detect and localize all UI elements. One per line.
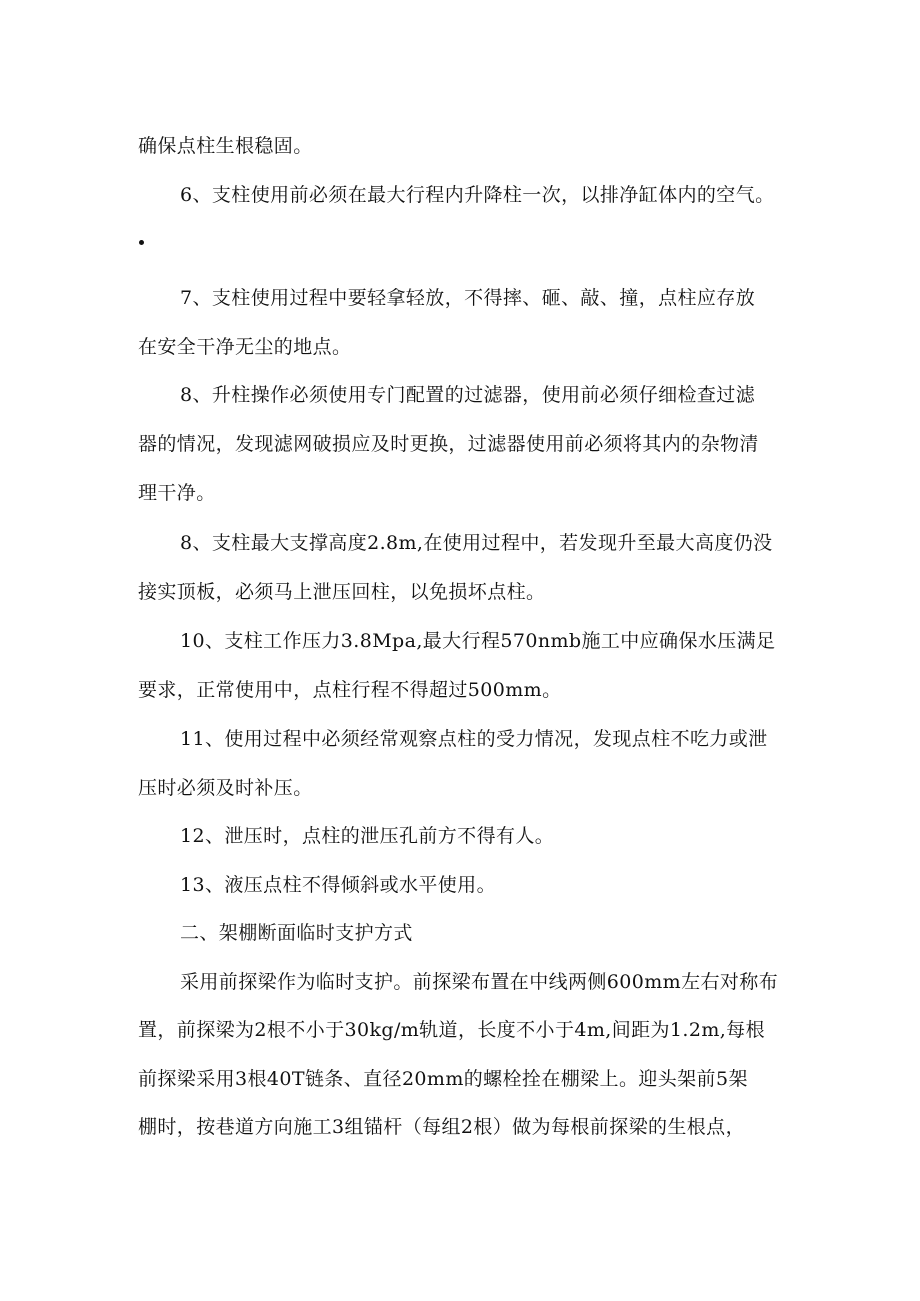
text-line-18: 采用前探梁作为临时支护。前探梁布置在中线两侧600mm左右对称布 bbox=[180, 971, 779, 993]
text-line-20: 前探梁采用3根40T链条、直径20mm的螺栓拴在棚梁上。迎头架前5架 bbox=[138, 1068, 748, 1090]
text-line-14: 压时必须及时补压。 bbox=[138, 777, 313, 799]
text-line-15: 12、泄压时，点柱的泄压孔前方不得有人。 bbox=[180, 825, 555, 847]
text-line-13: 11、使用过程中必须经常观察点柱的受力情况，发现点柱不吃力或泄 bbox=[180, 728, 768, 750]
text-line-8: 理干净。 bbox=[138, 482, 216, 504]
bullet-mark bbox=[139, 240, 144, 245]
section-heading: 二、架棚断面临时支护方式 bbox=[180, 922, 413, 944]
text-line-4: 7、支柱使用过程中要轻拿轻放，不得摔、砸、敲、撞，点柱应存放 bbox=[180, 287, 756, 309]
text-line-16: 13、液压点柱不得倾斜或水平使用。 bbox=[180, 874, 496, 896]
text-line-1: 确保点柱生根稳固。 bbox=[138, 135, 313, 157]
text-line-21: 棚时，按巷道方向施工3组锚杆（每组2根）做为每根前探梁的生根点， bbox=[138, 1116, 745, 1138]
text-line-19: 置，前探梁为2根不小于30kg/m轨道，长度不小于4m,间距为1.2m,每根 bbox=[138, 1019, 765, 1041]
text-line-5: 在安全干净无尘的地点。 bbox=[138, 336, 352, 358]
text-line-7: 器的情况，发现滤网破损应及时更换，过滤器使用前必须将其内的杂物清 bbox=[138, 433, 759, 455]
text-line-10: 接实顶板，必须马上泄压回柱，以免损坏点柱。 bbox=[138, 581, 546, 603]
text-line-9: 8、支柱最大支撑高度2.8m,在使用过程中，若发现升至最大高度仍没 bbox=[180, 532, 773, 554]
text-line-12: 要求，正常使用中，点柱行程不得超过500mm。 bbox=[138, 679, 562, 701]
text-line-11: 10、支柱工作压力3.8Mpa,最大行程570nmb施工中应确保水压满足 bbox=[180, 630, 776, 652]
text-line-6: 8、升柱操作必须使用专门配置的过滤器，使用前必须仔细检查过滤 bbox=[180, 384, 756, 406]
text-line-2: 6、支柱使用前必须在最大行程内升降柱一次，以排净缸体内的空气。 bbox=[180, 184, 775, 206]
